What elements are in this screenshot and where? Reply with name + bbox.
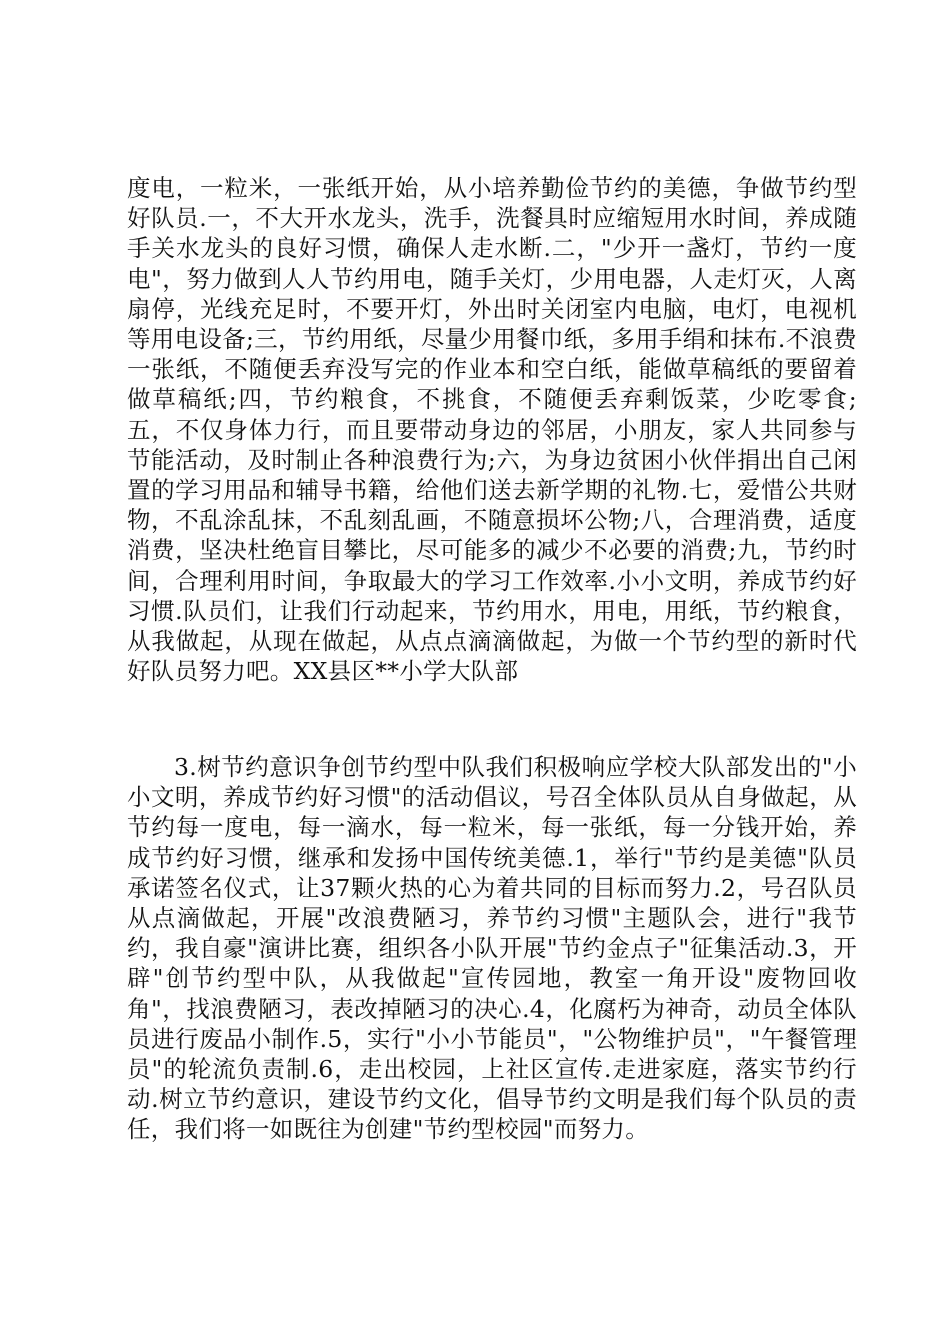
body-paragraph-2: 3.树节约意识争创节约型中队我们积极响应学校大队部发出的"小小文明，养成节约好习惯"的活动倡议，号召全体队员从自身做起，从节约每一度电，每一滴水，每一粒米，每一张纸，每一分钱开始，养成节约好习惯，继承和发扬中国传统美德.1，举行"节约是美德"队员承诺签名仪式，让37颗火热的心为着共同的目标而努力.2，号召队员从点滴做起，开展"改浪费陋习，养节约习惯"主题队会，进行"我节约，我自豪"演讲比赛，组织各小队开展"节约金点子"征集活动.3，开辟"创节约型中队，从我做起"宣传园地，教室一角开设"废物回收角"，找浪费陋习，表改掉陋习的决心.4，化腐朽为神奇，动员全体队员进行废品小制作.5，实行"小小节能员"，"公物维护员"，"午餐管理员"的轮流负责制.6，走出校园，上社区宣传.走进家庭，落实节约行动.树立节约意识，建设节约文化，倡导节约文明是我们每个队员的责任，我们将一如既往为创建"节约型校园"而努力。 <box>127 753 857 1144</box>
body-paragraph-1: 度电，一粒米，一张纸开始，从小培养勤俭节约的美德，争做节约型好队员.一，不大开水龙头，洗手，洗餐具时应缩短用水时间，养成随手关水龙头的良好习惯，确保人走水断.二，"少开一盏灯，节约一度电"，努力做到人人节约用电，随手关灯，少用电器，人走灯灭，人离扇停，光线充足时，不要开灯，外出时关闭室内电脑，电灯，电视机等用电设备;三，节约用纸，尽量少用餐巾纸，多用手绢和抹布.不浪费一张纸，不随便丢弃没写完的作业本和空白纸，能做草稿纸的要留着做草稿纸;四，节约粮食，不挑食，不随便丢弃剩饭菜，少吃零食;五，不仅身体力行，而且要带动身边的邻居，小朋友，家人共同参与节能活动，及时制止各种浪费行为;六，为身边贫困小伙伴捐出自己闲置的学习用品和辅导书籍，给他们送去新学期的礼物.七，爱惜公共财物，不乱涂乱抹，不乱刻乱画，不随意损坏公物;八，合理消费，适度消费，坚决杜绝盲目攀比，尽可能多的减少不必要的消费;九，节约时间，合理利用时间，争取最大的学习工作效率.小小文明，养成节约好习惯.队员们，让我们行动起来，节约用水，用电，用纸，节约粮食，从我做起，从现在做起，从点点滴滴做起，为做一个节约型的新时代好队员努力吧。XX县区**小学大队部 <box>127 174 857 686</box>
